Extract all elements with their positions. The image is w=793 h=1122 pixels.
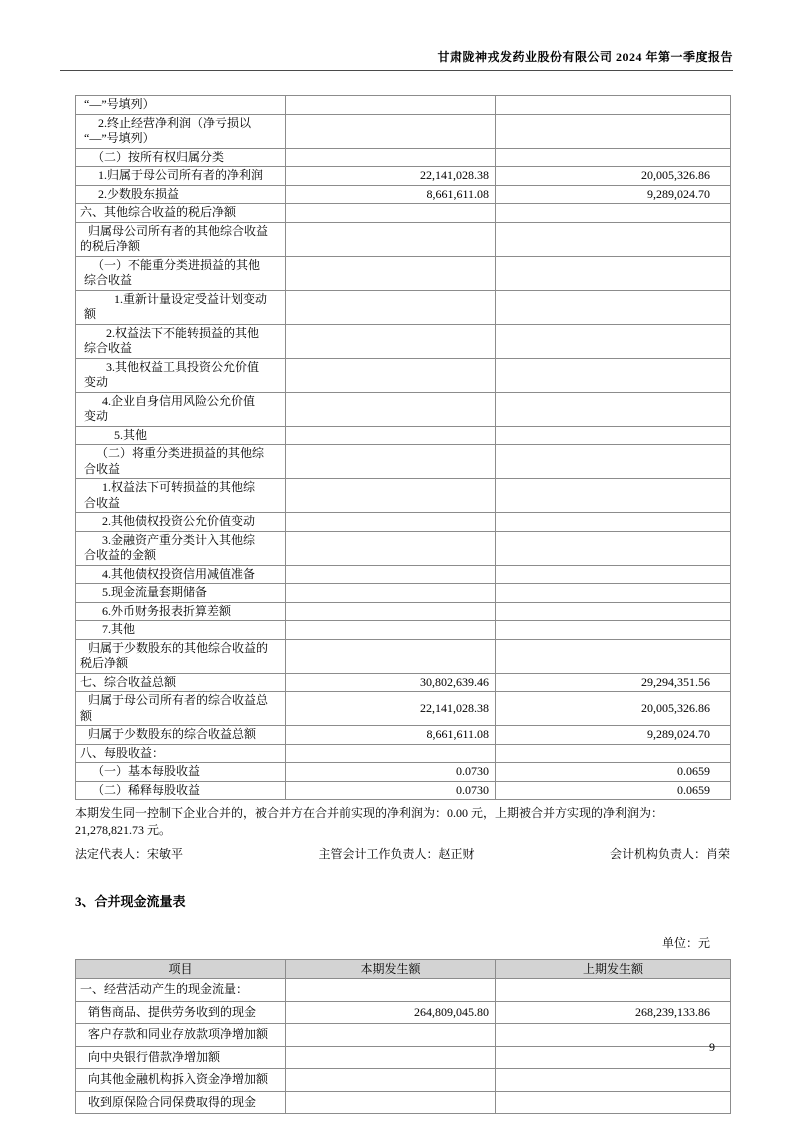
row-label-cell [76,114,286,148]
row-label-line: 归属于母公司所有者的综合收益总 [88,693,269,707]
row-prior-period-value [496,256,731,290]
row-label-cell [76,1001,286,1024]
row-prior-period-value [496,584,731,603]
column-header-item: 项目 [76,960,286,979]
income-statement-table [75,95,731,800]
row-current-period-value [286,290,496,324]
row-label-cell [76,479,286,513]
row-prior-period-value: 9,289,024.70 [496,726,731,745]
row-current-period-value [286,358,496,392]
row-prior-period-value [496,1024,731,1047]
row-label-line: 合收益的金额 [84,548,157,562]
row-label-cell [76,565,286,584]
row-prior-period-value [496,204,731,223]
table-row [76,744,731,763]
row-label-cell [76,167,286,186]
row-label-line: 2.权益法下不能转损益的其他 [106,325,260,340]
row-label-cell [76,1024,286,1047]
row-label-line: （一）不能重分类进损益的其他 [92,257,261,272]
row-current-period-value [286,204,496,223]
row-label-cell [76,979,286,1002]
row-current-period-value [286,324,496,358]
row-label-line: 归属于少数股东的综合收益总额 [88,727,257,741]
table-row [76,167,731,186]
row-prior-period-value [496,392,731,426]
table-row [76,148,731,167]
table-row [76,256,731,290]
table-row [76,531,731,565]
accounting-org-head: 会计机构负责人：肖荣 [609,847,730,861]
table-row [76,445,731,479]
legal-representative: 法定代表人：宋敏平 [75,847,184,861]
table-row [76,673,731,692]
table-row [76,1091,731,1114]
row-label-line: 合收益 [84,461,121,476]
report-title: 甘肃陇神戎发药业股份有限公司 2024 年第一季度报告 [437,50,733,64]
table-row [76,358,731,392]
row-current-period-value: 264,809,045.80 [286,1001,496,1024]
table-row [76,781,731,800]
row-prior-period-value: 20,005,326.86 [496,692,731,726]
row-label-cell [76,584,286,603]
row-current-period-value [286,639,496,673]
row-current-period-value [286,96,496,115]
row-label-cell [76,204,286,223]
row-label-line: 1.权益法下可转损益的其他综 [102,480,256,494]
row-label-line: 客户存款和同业存放款项净增加额 [88,1027,269,1041]
row-current-period-value [286,621,496,640]
cashflow-table [75,959,731,1114]
row-label-line: 变动 [84,375,109,389]
table-row [76,979,731,1002]
row-label-line: 5.其他 [114,427,148,442]
row-prior-period-value [496,621,731,640]
table-row [76,204,731,223]
row-label-cell [76,639,286,673]
page-content [75,95,730,1114]
row-label-cell [76,531,286,565]
table-row [76,602,731,621]
row-current-period-value [286,445,496,479]
row-current-period-value [286,531,496,565]
row-label-line: 六、其他综合收益的税后净额 [80,205,237,219]
table-row [76,513,731,532]
row-label-cell [76,256,286,290]
row-prior-period-value [496,479,731,513]
row-prior-period-value: 29,294,351.56 [496,673,731,692]
row-label-line: 7.其他 [102,622,136,636]
row-label-cell [76,1091,286,1114]
table-row [76,621,731,640]
row-label-line: 2.终止经营净利润（净亏损以 [98,115,252,130]
row-current-period-value [286,584,496,603]
table-row [76,185,731,204]
row-prior-period-value [496,114,731,148]
row-current-period-value [286,114,496,148]
row-label-cell [76,222,286,256]
table-row [76,1069,731,1092]
cashflow-table-header [76,960,731,979]
row-label-cell [76,673,286,692]
row-prior-period-value [496,744,731,763]
page-number: 9 [709,1040,715,1054]
row-label-line: 七、综合收益总额 [80,674,177,689]
row-label-cell [76,763,286,782]
row-prior-period-value [496,290,731,324]
row-label-cell [76,513,286,532]
row-prior-period-value [496,148,731,167]
row-current-period-value [286,222,496,256]
row-current-period-value [286,1069,496,1092]
row-label-line: 额 [84,307,97,321]
row-label-line: 归属母公司所有者的其他综合收益 [88,223,269,238]
table-row [76,290,731,324]
header-row [76,960,731,979]
table-row [76,114,731,148]
row-label-line: 的税后净额 [80,239,141,253]
row-prior-period-value [496,531,731,565]
row-current-period-value [286,513,496,532]
row-current-period-value [286,565,496,584]
merger-note-line2: 21,278,821.73 元。 [75,823,172,837]
table-row [76,726,731,745]
row-label-cell [76,392,286,426]
row-label-line: 税后净额 [80,656,129,670]
row-label-cell [76,185,286,204]
row-label-line: （一）基本每股收益 [92,764,201,778]
page-header [60,0,733,71]
row-label-cell [76,358,286,392]
row-label-cell [76,621,286,640]
row-label-line: 2.少数股东损益 [98,186,180,201]
row-current-period-value [286,744,496,763]
row-label-line: 3.金融资产重分类计入其他综 [102,532,256,547]
row-label-cell [76,1046,286,1069]
row-label-line: （二）按所有权归属分类 [92,149,225,164]
merger-note-line1: 本期发生同一控制下企业合并的，被合并方在合并前实现的净利润为：0.00 元，上期被合并方实现的净利润为： [75,806,664,820]
row-label-cell [76,445,286,479]
table-row [76,692,731,726]
table-row [76,1046,731,1069]
row-label-line: 一、经营活动产生的现金流量： [80,982,249,996]
row-label-line: “—”号填列） [84,97,155,111]
unit-label: 单位：元 [661,936,710,950]
section-title: 3、合并现金流量表 [75,894,186,909]
table-row [76,763,731,782]
row-prior-period-value [496,222,731,256]
column-header-current-period: 本期发生额 [286,960,496,979]
row-prior-period-value: 0.0659 [496,781,731,800]
row-label-line: 4.其他债权投资信用减值准备 [102,566,256,581]
row-label-line: 合收益 [84,495,121,510]
row-label-line: 3.其他权益工具投资公允价值 [106,359,260,374]
row-current-period-value: 0.0730 [286,763,496,782]
row-label-line: 向中央银行借款净增加额 [88,1049,221,1064]
row-label-line: （二）将重分类进损益的其他综 [96,446,265,460]
table-row [76,222,731,256]
table-row [76,1024,731,1047]
row-label-line: 1.归属于母公司所有者的净利润 [98,168,264,182]
row-prior-period-value [496,1069,731,1092]
table-row [76,639,731,673]
row-prior-period-value: 268,239,133.86 [496,1001,731,1024]
row-current-period-value [286,256,496,290]
row-current-period-value [286,1024,496,1047]
row-label-line: 销售商品、提供劳务收到的现金 [88,1004,257,1019]
row-label-line: 额 [80,708,93,723]
row-prior-period-value: 9,289,024.70 [496,185,731,204]
cashflow-table-body [76,979,731,1114]
row-label-cell [76,726,286,745]
row-current-period-value: 22,141,028.38 [286,692,496,726]
table-row [76,96,731,115]
row-label-line: 八、每股收益： [80,745,165,760]
row-current-period-value: 22,141,028.38 [286,167,496,186]
row-label-line: 综合收益 [84,341,133,355]
row-label-cell [76,96,286,115]
row-current-period-value: 8,661,611.08 [286,726,496,745]
row-label-line: 6.外币财务报表折算差额 [102,603,232,618]
row-current-period-value [286,426,496,445]
row-prior-period-value [496,96,731,115]
chief-accountant: 主管会计工作负责人：赵正财 [318,847,475,861]
column-header-prior-period: 上期发生额 [496,960,731,979]
row-label-cell [76,290,286,324]
row-current-period-value [286,1046,496,1069]
row-label-line: 收到原保险合同保费取得的现金 [88,1094,257,1109]
income-table-body [76,96,731,800]
row-prior-period-value [496,602,731,621]
row-current-period-value: 8,661,611.08 [286,185,496,204]
row-current-period-value [286,392,496,426]
row-label-cell [76,602,286,621]
row-prior-period-value [496,445,731,479]
row-label-line: 变动 [84,409,109,423]
table-row [76,584,731,603]
signature-row [75,846,730,863]
row-current-period-value: 30,802,639.46 [286,673,496,692]
table-row [76,565,731,584]
row-label-line: 5.现金流量套期储备 [102,585,208,599]
row-label-cell [76,426,286,445]
table-row [76,426,731,445]
row-label-line: 4.企业自身信用风险公允价值 [102,393,256,408]
row-label-line: “—”号填列） [84,131,155,145]
row-prior-period-value [496,1046,731,1069]
row-label-cell [76,692,286,726]
row-label-line: 2.其他债权投资公允价值变动 [102,514,256,528]
row-label-line: 向其他金融机构拆入资金净增加额 [88,1072,269,1086]
row-prior-period-value [496,324,731,358]
table-row [76,1001,731,1024]
row-prior-period-value [496,426,731,445]
row-prior-period-value [496,513,731,532]
row-label-line: 1.重新计量设定受益计划变动 [114,291,268,306]
row-prior-period-value: 20,005,326.86 [496,167,731,186]
row-label-cell [76,1069,286,1092]
row-current-period-value [286,479,496,513]
row-label-line: 归属于少数股东的其他综合收益的 [88,640,269,655]
row-prior-period-value [496,1091,731,1114]
row-label-cell [76,781,286,800]
row-prior-period-value: 0.0659 [496,763,731,782]
row-label-line: 综合收益 [84,273,133,287]
row-prior-period-value [496,979,731,1002]
row-prior-period-value [496,358,731,392]
row-label-cell [76,148,286,167]
table-row [76,392,731,426]
row-current-period-value: 0.0730 [286,781,496,800]
table-row [76,324,731,358]
row-current-period-value [286,148,496,167]
table-row [76,479,731,513]
row-current-period-value [286,979,496,1002]
row-label-line: （二）稀释每股收益 [92,782,201,797]
row-label-cell [76,744,286,763]
row-current-period-value [286,602,496,621]
row-prior-period-value [496,639,731,673]
row-current-period-value [286,1091,496,1114]
row-prior-period-value [496,565,731,584]
merger-note [75,805,730,839]
row-label-cell [76,324,286,358]
